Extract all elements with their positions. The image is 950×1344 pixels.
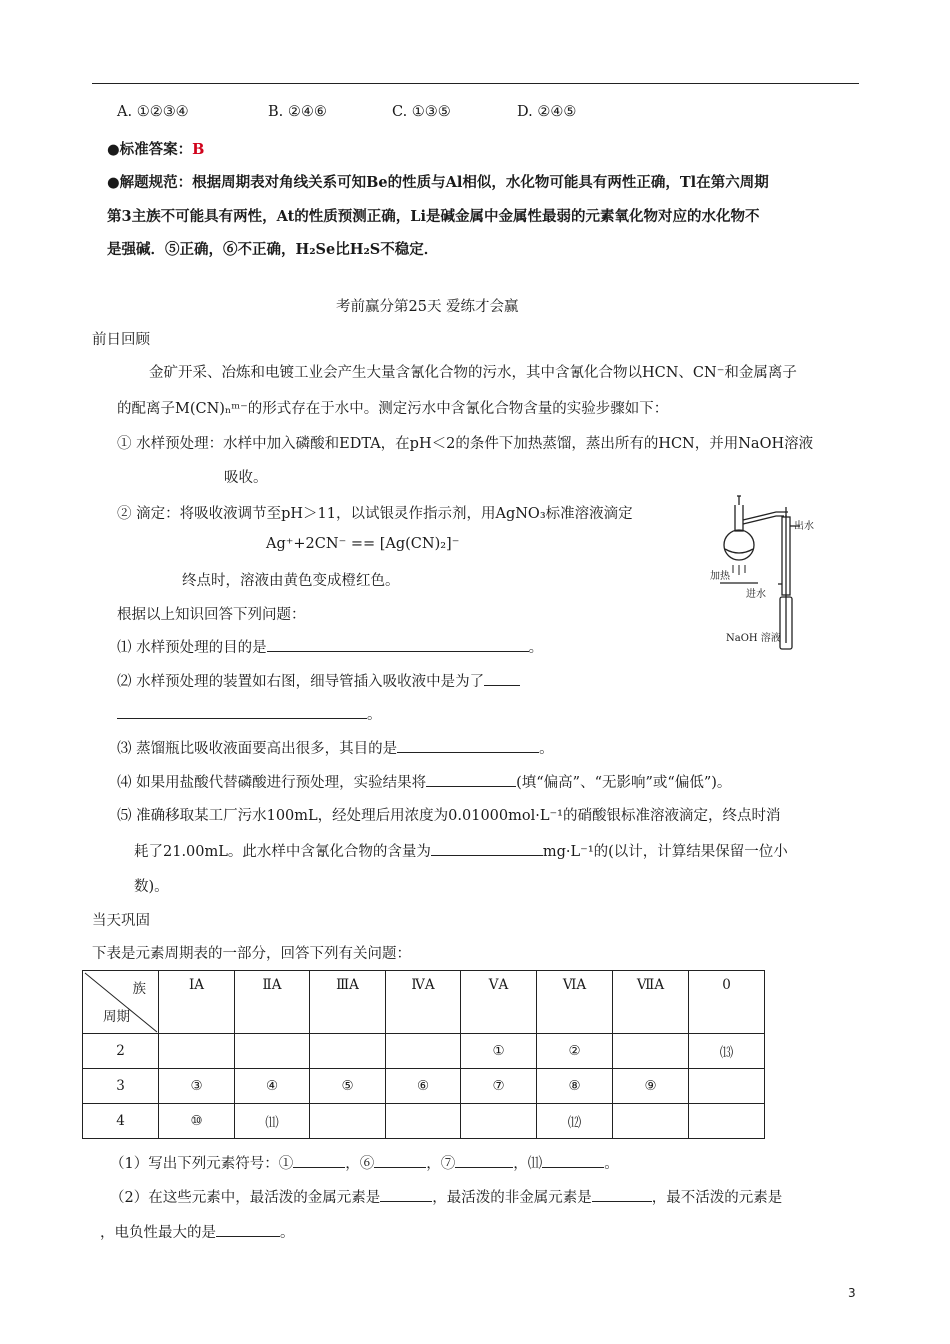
element-cell: ⑧ xyxy=(537,1069,613,1104)
element-cell: ⑾ xyxy=(235,1104,310,1139)
element-cell: ⑥ xyxy=(386,1069,461,1104)
explanation-line-1 xyxy=(107,171,769,192)
element-cell: ⑩ xyxy=(159,1104,235,1139)
periodic-table xyxy=(82,970,765,1139)
question-5d: 数)。 xyxy=(134,879,169,895)
option-c: C. ①③⑤ xyxy=(392,104,451,120)
group-header: ⅡA xyxy=(235,971,310,1034)
element-cell xyxy=(386,1104,461,1139)
table-question-2-text: ，电负性最大的是 xyxy=(100,1225,216,1241)
titration-equation: Ag⁺+2CN⁻ == [Ag(CN)₂]⁻ xyxy=(266,536,460,552)
answer-blank[interactable] xyxy=(293,1153,345,1168)
table-question-2-text: （2）在这些元素中，最活泼的金属元素是 xyxy=(110,1190,381,1206)
question-2-end: 。 xyxy=(367,707,382,723)
answer-blank[interactable] xyxy=(455,1153,513,1168)
table-row xyxy=(83,1069,765,1104)
question-2-cont xyxy=(117,703,382,724)
group-header: ⅣA xyxy=(386,971,461,1034)
answer-blank[interactable] xyxy=(117,704,367,719)
question-1 xyxy=(117,636,543,657)
group-header: ⅥA xyxy=(537,971,613,1034)
today-intro: 下表是元素周期表的一部分，回答下列有关问题： xyxy=(92,946,411,962)
review-intro-1: 金矿开采、冶炼和电镀工业会产生大量含氰化合物的污水，其中含氰化合物以HCN、CN⁻和金属离子 xyxy=(149,365,797,381)
question-5-unit: mg·L⁻¹的(以计，计算结果保留一位小 xyxy=(542,844,788,860)
review-intro-2: 的配离子M(CN)ₙᵐ⁻的形式存在于水中。测定污水中含氰化合物含量的实验步骤如下： xyxy=(117,401,669,417)
element-cell: ⒀ xyxy=(689,1034,765,1069)
element-cell xyxy=(689,1069,765,1104)
element-cell: ④ xyxy=(235,1069,310,1104)
label-water-out: 出水 xyxy=(794,521,814,532)
explanation-line-3: 是强碱．⑤正确，⑥不正确，H₂Se比H₂S不稳定． xyxy=(107,241,439,258)
group-header: ⅢA xyxy=(310,971,386,1034)
table-question-1 xyxy=(110,1152,619,1173)
table-question-1-sep: ，⑾ xyxy=(513,1156,543,1172)
element-cell xyxy=(386,1034,461,1069)
element-cell xyxy=(461,1104,537,1139)
answer-label: ●标准答案： xyxy=(107,141,193,158)
element-cell xyxy=(310,1104,386,1139)
header-group-label: 族 xyxy=(132,981,146,997)
answer-line xyxy=(107,138,204,159)
table-question-2-text: ，最活泼的非金属元素是 xyxy=(432,1190,592,1206)
element-cell: ② xyxy=(537,1034,613,1069)
question-3-text: ⑶ 蒸馏瓶比吸收液面要高出很多，其目的是 xyxy=(117,741,398,757)
review-heading: 前日回顾 xyxy=(92,332,150,348)
element-cell: ⑿ xyxy=(537,1104,613,1139)
answer-blank[interactable] xyxy=(380,1187,432,1202)
table-header-row xyxy=(83,971,765,1034)
label-heat: 加热 xyxy=(710,571,730,582)
element-cell: ⑨ xyxy=(613,1069,689,1104)
element-cell: ③ xyxy=(159,1069,235,1104)
answer-value: B xyxy=(192,141,205,158)
explanation-text-1: 根据周期表对角线关系可知Be的性质与Al相似，水化物可能具有两性正确，Tl在第六周期 xyxy=(192,174,769,191)
table-question-1-text: （1）写出下列元素符号：① xyxy=(110,1156,294,1172)
option-b: B. ②④⑥ xyxy=(268,104,327,120)
question-3 xyxy=(117,737,554,758)
question-2-text: ⑵ 水样预处理的装置如右图，细导管插入吸收液中是为了 xyxy=(117,674,485,690)
header-rule xyxy=(92,83,859,84)
answer-blank[interactable] xyxy=(542,1153,604,1168)
answer-blank[interactable] xyxy=(267,637,529,652)
answer-blank[interactable] xyxy=(431,841,543,856)
question-1-text: ⑴ 水样预处理的目的是 xyxy=(117,640,267,656)
question-4-options: (填“偏高”、“无影响”或“偏低”)。 xyxy=(516,775,732,791)
answer-blank[interactable] xyxy=(592,1187,652,1202)
table-question-1-end: 。 xyxy=(604,1156,619,1172)
answer-blank[interactable] xyxy=(397,738,539,753)
option-a: A. ①②③④ xyxy=(117,104,189,120)
element-cell xyxy=(310,1034,386,1069)
table-question-2-text: ，最不活泼的元素是 xyxy=(651,1190,783,1206)
label-water-in: 进水 xyxy=(746,589,766,600)
question-5b xyxy=(134,840,788,861)
question-1-end: 。 xyxy=(528,640,544,656)
distillation-apparatus-figure xyxy=(708,493,833,659)
table-row xyxy=(83,1034,765,1069)
period-cell: 3 xyxy=(83,1069,159,1104)
question-prompt: 根据以上知识回答下列问题： xyxy=(117,607,306,623)
header-period-label: 周期 xyxy=(103,1009,130,1025)
group-header: ⅠA xyxy=(159,971,235,1034)
question-4-text: ⑷ 如果用盐酸代替磷酸进行预处理，实验结果将 xyxy=(117,775,427,791)
table-question-1-sep: ，⑦ xyxy=(426,1156,456,1172)
period-cell: 4 xyxy=(83,1104,159,1139)
step-1b: 吸收。 xyxy=(224,470,268,486)
group-header: ⅤA xyxy=(461,971,537,1034)
section-title: 考前赢分第25天 爱练才会赢 xyxy=(336,299,519,315)
page-number: 3 xyxy=(848,1286,856,1300)
step-2: ② 滴定：将吸收液调节至pH＞11，以试银灵作指示剂，用AgNO₃标准溶液滴定 xyxy=(117,506,633,522)
table-question-2-end: 。 xyxy=(280,1225,295,1241)
table-row xyxy=(83,1104,765,1139)
step-1a: ① 水样预处理：水样中加入磷酸和EDTA，在pH＜2的条件下加热蒸馏，蒸出所有的HCN，并用NaOH溶液 xyxy=(117,436,814,452)
table-corner-cell xyxy=(83,971,159,1034)
answer-blank[interactable] xyxy=(426,772,516,787)
element-cell: ⑦ xyxy=(461,1069,537,1104)
period-cell: 2 xyxy=(83,1034,159,1069)
question-5a: ⑸ 准确移取某工厂污水100mL，经处理后用浓度为0.01000mol·L⁻¹的硝酸银标准溶液滴定，终点时消 xyxy=(117,808,781,824)
element-cell xyxy=(689,1104,765,1139)
question-3-end: 。 xyxy=(539,741,554,757)
element-cell: ⑤ xyxy=(310,1069,386,1104)
explanation-label: ●解题规范： xyxy=(107,174,193,191)
option-d: D. ②④⑤ xyxy=(517,104,577,120)
answer-blank[interactable] xyxy=(374,1153,426,1168)
element-cell xyxy=(235,1034,310,1069)
answer-blank[interactable] xyxy=(216,1222,280,1237)
element-cell xyxy=(613,1034,689,1069)
table-question-2 xyxy=(110,1186,782,1207)
question-2 xyxy=(117,670,520,691)
endpoint-text: 终点时，溶液由黄色变成橙红色。 xyxy=(182,573,400,589)
question-5-text: 耗了21.00mL。此水样中含氰化合物的含量为 xyxy=(134,844,431,860)
answer-blank[interactable] xyxy=(484,671,520,686)
element-cell: ① xyxy=(461,1034,537,1069)
element-cell xyxy=(613,1104,689,1139)
today-heading: 当天巩固 xyxy=(92,913,150,929)
group-header: ⅦA xyxy=(613,971,689,1034)
table-question-2-cont xyxy=(100,1221,295,1242)
element-cell xyxy=(159,1034,235,1069)
label-naoh: NaOH 溶液 xyxy=(726,633,781,644)
explanation-line-2: 第3主族不可能具有两性，At的性质预测正确，Li是碱金属中金属性最弱的元素氧化物对应的水化物不 xyxy=(107,208,760,225)
group-header: 0 xyxy=(689,971,765,1034)
question-4 xyxy=(117,771,731,792)
table-question-1-sep: ，⑥ xyxy=(345,1156,375,1172)
